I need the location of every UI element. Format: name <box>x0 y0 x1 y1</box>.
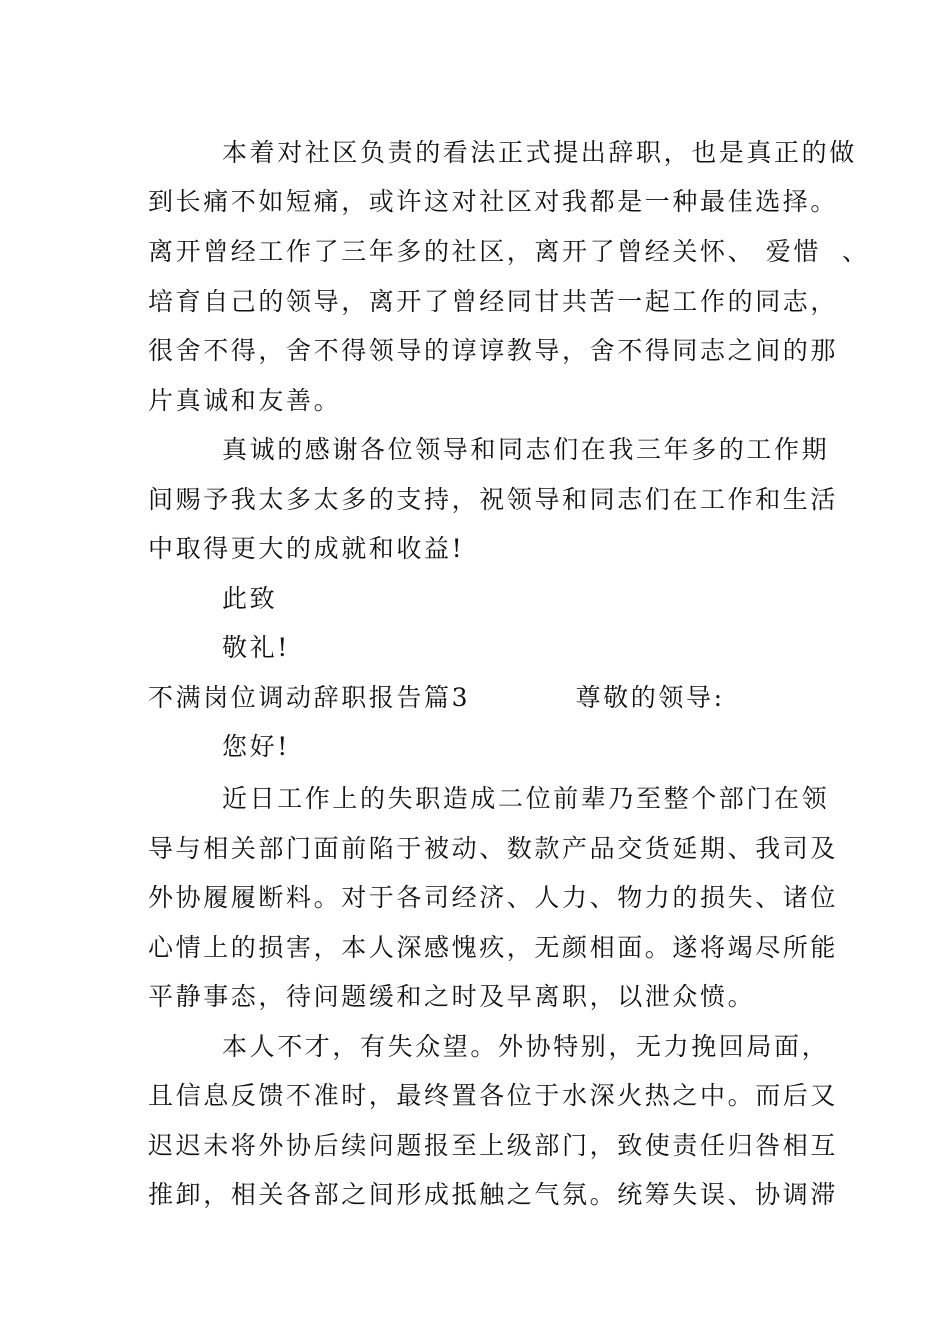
section-title-line: 不满岗位调动辞职报告篇3 尊敬的领导: <box>148 683 725 712</box>
paragraph-line: 且信息反馈不准时，最终置各位于水深火热之中。而后又 <box>148 1081 839 1110</box>
paragraph-line: 到长痛不如短痛，或许这对社区对我都是一种最佳选择。 <box>148 187 839 216</box>
paragraph-line: 本人不才，有失众望。外协特别，无力挽回局面， <box>222 1032 830 1061</box>
paragraph-line: 近日工作上的失职造成二位前辈乃至整个部门在领 <box>222 784 830 813</box>
paragraph-line: 间赐予我太多太多的支持，祝领导和同志们在工作和生活 <box>148 485 839 514</box>
closing-salutation: 敬礼! <box>222 633 290 662</box>
paragraph-line: 迟迟未将外协后续问题报至上级部门，致使责任归咎相互 <box>148 1131 839 1160</box>
paragraph-line: 外协履履断料。对于各司经济、人力、物力的损失、诸位 <box>148 883 839 912</box>
paragraph-line: 推卸，相关各部之间形成抵触之气氛。统筹失误、协调滞 <box>148 1180 839 1209</box>
paragraph-line: 导与相关部门面前陷于被动、数款产品交货延期、我司及 <box>148 834 839 863</box>
paragraph-line: 真诚的感谢各位领导和同志们在我三年多的工作期 <box>222 435 830 464</box>
paragraph-line: 心情上的损害，本人深感愧疚，无颜相面。遂将竭尽所能 <box>148 933 839 962</box>
greeting: 您好! <box>222 732 290 761</box>
paragraph-line: 很舍不得，舍不得领导的谆谆教导，舍不得同志之间的那 <box>148 336 839 365</box>
paragraph-line: 本着对社区负责的看法正式提出辞职，也是真正的做 <box>222 138 857 167</box>
paragraph-line: 中取得更大的成就和收益! <box>148 534 465 563</box>
closing-phrase: 此致 <box>222 584 278 613</box>
paragraph-line: 离开曾经工作了三年多的社区，离开了曾经关怀、 爱惜 、 <box>148 237 870 266</box>
paragraph-line: 片真诚和友善。 <box>148 386 342 415</box>
paragraph-line: 平静事态，待问题缓和之时及早离职，以泄众愤。 <box>148 982 756 1011</box>
paragraph-line: 培育自己的领导，离开了曾经同甘共苦一起工作的同志， <box>148 287 839 316</box>
